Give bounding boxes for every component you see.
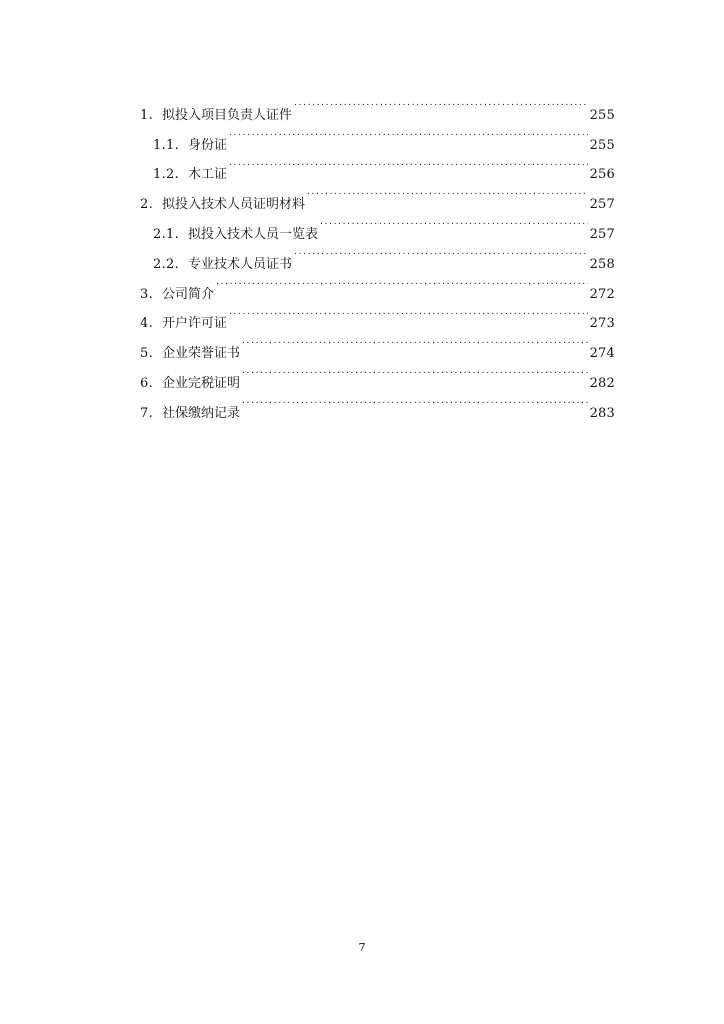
toc-entry-number: 2. <box>140 197 154 213</box>
toc-entry-page: 274 <box>589 346 615 362</box>
toc-dot-leader <box>242 327 588 357</box>
toc-entry-number: 5. <box>140 346 154 362</box>
toc-entry-page: 255 <box>589 137 615 153</box>
toc-entry-title: 拟投入技术人员一览表 <box>188 226 319 242</box>
toc-entry-title: 拟投入技术人员证明材料 <box>162 197 306 213</box>
toc-entry-page: 258 <box>589 256 615 272</box>
toc-entry-title: 企业完税证明 <box>162 375 241 391</box>
toc-entry-page: 273 <box>589 316 615 332</box>
toc-entry-title: 木工证 <box>188 167 228 183</box>
toc-dot-leader <box>294 238 588 268</box>
toc-dot-leader <box>229 298 588 328</box>
toc-dot-leader <box>229 119 588 149</box>
toc-dot-leader <box>242 387 588 417</box>
toc-dot-leader <box>242 357 588 387</box>
page-number: 7 <box>358 941 366 954</box>
toc-entry-page: 257 <box>589 226 615 242</box>
toc-entry-title: 社保缴纳记录 <box>162 405 241 421</box>
toc-dot-leader <box>229 149 588 179</box>
toc-entry-page: 282 <box>589 375 615 391</box>
toc-entry-number: 1.2. <box>153 167 180 183</box>
table-of-contents <box>140 89 615 421</box>
toc-entry-title: 专业技术人员证书 <box>188 256 293 272</box>
toc-entry-1[interactable] <box>140 89 615 123</box>
toc-dot-leader <box>216 268 588 298</box>
toc-entry-title: 公司简介 <box>162 286 215 302</box>
toc-dot-leader <box>307 178 588 208</box>
toc-entry-page: 257 <box>589 197 615 213</box>
toc-entry-title: 拟投入项目负责人证件 <box>162 107 293 123</box>
toc-entry-page: 255 <box>589 107 615 123</box>
toc-entry-number: 3. <box>140 286 154 302</box>
toc-dot-leader <box>320 208 588 238</box>
toc-entry-number: 2.1. <box>153 226 180 242</box>
toc-dot-leader <box>294 89 588 119</box>
toc-entry-title: 开户许可证 <box>162 316 228 332</box>
toc-entry-number: 2.2. <box>153 256 180 272</box>
toc-entry-page: 283 <box>589 405 615 421</box>
toc-entry-title: 身份证 <box>188 137 228 153</box>
toc-entry-number: 4. <box>140 316 154 332</box>
toc-entry-page: 256 <box>589 167 615 183</box>
toc-entry-number: 6. <box>140 375 154 391</box>
toc-entry-page: 272 <box>589 286 615 302</box>
toc-entry-number: 1.1. <box>153 137 180 153</box>
toc-entry-number: 1. <box>140 107 154 123</box>
toc-entry-title: 企业荣誉证书 <box>162 346 241 362</box>
toc-entry-number: 7. <box>140 405 154 421</box>
